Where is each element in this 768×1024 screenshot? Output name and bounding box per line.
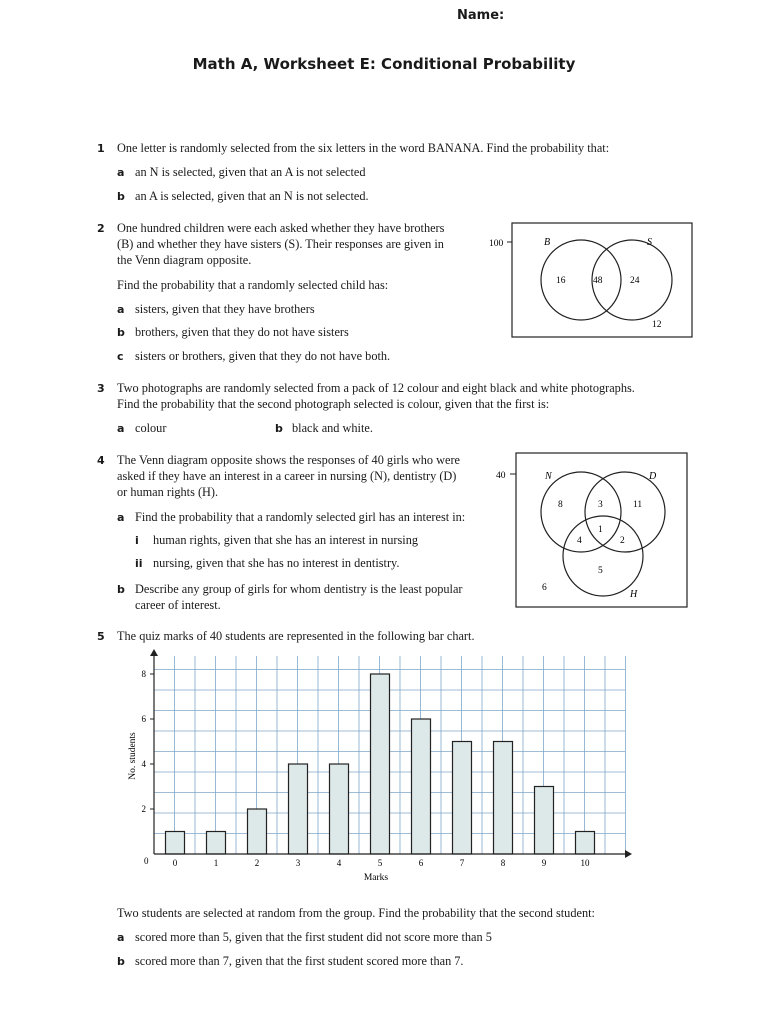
part-label: b [275, 422, 283, 435]
part-text: brothers, given that they do not have sisters [135, 325, 349, 339]
bar-mark-7 [453, 742, 472, 855]
x-tick-label: 10 [580, 858, 590, 868]
y-tick-label: 4 [141, 759, 146, 769]
question-text: One hundred children were each asked whether they have brothers [117, 221, 445, 235]
venn-value-nd: 3 [598, 500, 603, 510]
bar-mark-2 [248, 809, 267, 854]
bar-mark-9 [535, 787, 554, 855]
bar-mark-10 [576, 832, 595, 855]
x-tick-label: 3 [295, 858, 301, 868]
venn-circle-b [541, 240, 621, 320]
chart-bars [166, 674, 595, 854]
part-text: colour [135, 421, 167, 435]
venn-diagram-bs [485, 222, 695, 340]
venn-value-d-only: 11 [633, 500, 643, 510]
venn-value-both: 48 [593, 276, 603, 286]
question-text: Two students are selected at random from the group. Find the probability that the second student: [117, 906, 595, 920]
y-tick-label: 2 [141, 804, 146, 814]
part-label: b [117, 583, 125, 596]
bar-mark-4 [330, 764, 349, 854]
part-text: an A is selected, given that an N is not selected. [135, 189, 369, 203]
venn-value-outside: 6 [542, 583, 547, 593]
venn-value-nh: 4 [577, 536, 582, 546]
x-tick-label: 2 [254, 858, 260, 868]
question-text: Find the probability that the second photograph selected is colour, given that the first is: [117, 397, 550, 411]
y-tick-label: 6 [141, 714, 146, 724]
question-text: the Venn diagram opposite. [117, 253, 252, 267]
x-tick-label: 6 [418, 858, 424, 868]
page-title: Math A, Worksheet E: Conditional Probability [192, 55, 576, 73]
bar-mark-8 [494, 742, 513, 855]
part-text: sisters, given that they have brothers [135, 302, 315, 316]
part-text: scored more than 7, given that the first student scored more than 7. [135, 954, 464, 968]
venn-value-ndh: 1 [598, 525, 603, 535]
venn-total: 100 [489, 239, 504, 249]
part-text: black and white. [292, 421, 373, 435]
venn-label-n: N [545, 471, 552, 482]
bar-chart [120, 648, 640, 888]
venn-value-b-only: 16 [556, 276, 566, 286]
question-text: The Venn diagram opposite shows the responses of 40 girls who were [117, 453, 460, 467]
part-label: b [117, 190, 125, 203]
x-tick-label: 7 [459, 858, 465, 868]
bar-mark-5 [371, 674, 390, 854]
part-label: a [117, 422, 125, 435]
part-label: a [117, 166, 125, 179]
part-text: Describe any group of girls for whom dentistry is the least popular [135, 582, 463, 596]
venn-label-s: S [647, 237, 652, 248]
name-label: Name: [457, 8, 505, 23]
subpart-label: i [135, 534, 139, 547]
question-number: 1 [97, 142, 105, 155]
origin-label: 0 [144, 856, 149, 866]
question-text: One letter is randomly selected from the six letters in the word BANANA. Find the probability that: [117, 141, 610, 155]
part-text: Find the probability that a randomly selected girl has an interest in: [135, 510, 466, 524]
question-text: (B) and whether they have sisters (S). Their responses are given in [117, 237, 444, 251]
x-tick-label: 1 [213, 858, 219, 868]
venn-value-dh: 2 [620, 536, 625, 546]
subpart-label: ii [135, 557, 143, 570]
venn-diagram-ndh [493, 452, 693, 610]
part-label: a [117, 303, 125, 316]
venn-circle-h [563, 516, 643, 596]
x-axis-label: Marks [363, 873, 389, 883]
question-text: or human rights (H). [117, 485, 219, 499]
venn-value-h-only: 5 [598, 566, 603, 576]
bar-mark-3 [289, 764, 308, 854]
y-tick-label: 8 [141, 669, 146, 679]
part-label: a [117, 511, 125, 524]
bar-mark-0 [166, 832, 185, 855]
bar-mark-1 [207, 832, 226, 855]
subpart-text: human rights, given that she has an interest in nursing [153, 533, 419, 547]
question-number: 2 [97, 222, 105, 235]
question-number: 5 [97, 630, 105, 643]
part-label: c [117, 350, 124, 363]
venn-label-b: B [544, 237, 551, 248]
part-text: career of interest. [135, 598, 221, 612]
x-axis-arrow [625, 850, 632, 858]
subpart-text: nursing, given that she has no interest in dentistry. [153, 556, 400, 570]
x-tick-label: 9 [541, 858, 547, 868]
question-text: The quiz marks of 40 students are represented in the following bar chart. [117, 629, 475, 643]
part-label: a [117, 931, 125, 944]
venn-value-outside: 12 [652, 320, 662, 330]
venn-value-s-only: 24 [630, 276, 640, 286]
x-tick-label: 8 [500, 858, 506, 868]
bar-mark-6 [412, 719, 431, 854]
question-number: 3 [97, 382, 105, 395]
venn-total: 40 [496, 471, 506, 481]
x-tick-label: 4 [336, 858, 342, 868]
question-number: 4 [97, 454, 105, 467]
y-axis-arrow [150, 649, 158, 656]
question-text: Find the probability that a randomly selected child has: [117, 278, 389, 292]
part-text: sisters or brothers, given that they do not have both. [135, 349, 391, 363]
x-tick-label: 0 [172, 858, 178, 868]
question-text: asked if they have an interest in a career in nursing (N), dentistry (D) [117, 469, 457, 483]
y-axis-label: No. students [128, 732, 138, 780]
x-tick-label: 5 [377, 858, 383, 868]
part-text: scored more than 5, given that the first student did not score more than 5 [135, 930, 492, 944]
part-text: an N is selected, given that an A is not selected [135, 165, 366, 179]
venn-label-h: H [630, 589, 638, 600]
part-label: b [117, 326, 125, 339]
question-text: Two photographs are randomly selected from a pack of 12 colour and eight black and white photographs. [117, 381, 635, 395]
part-label: b [117, 955, 125, 968]
venn-value-n-only: 8 [558, 500, 563, 510]
venn-circle-d [585, 472, 665, 552]
venn-label-d: D [649, 471, 657, 482]
